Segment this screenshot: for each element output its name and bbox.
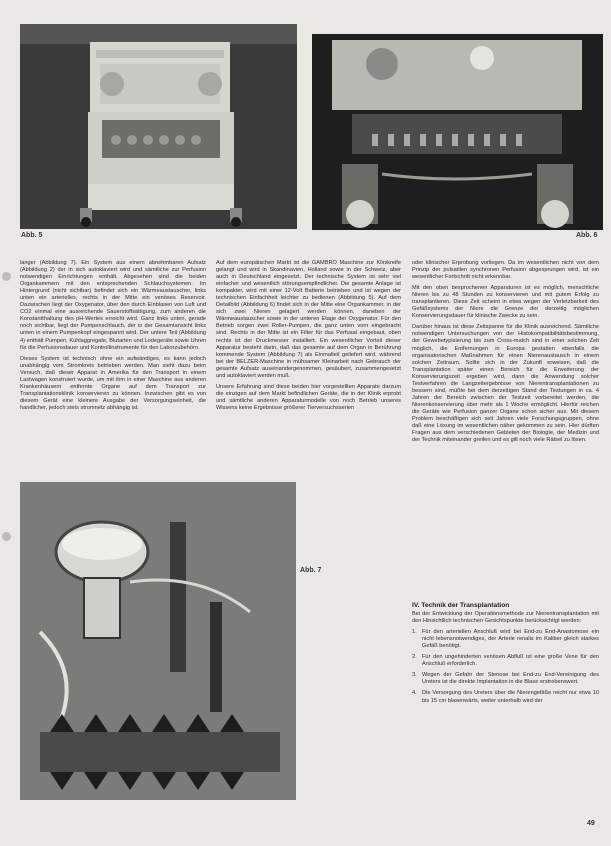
figure-7-caption: Abb. 7 [300,567,322,574]
paragraph: langer (Abbildung 7). Ein System aus einem abnehmbaren Aufsatz (Abbildung 2) der in sich autoklaviert wird und sämtliche zur Perfusion notwendigen Einrichtungen enthält. Abgesehen sind die beiden Organkammern mit den entsprechenden Schlauchsystemen. Im Hintergrund (nicht sichtbar) befindet sich ein Wärmeaustauscher, links unten ein arterielles, rechts in der Mitte ein venöses Reservoir. Dazwischen liegt der Oxygenator, über den durch Einblasen von Luft und CO2 einmal eine ausreichende Sauerstoffsättigung, zum anderen die Konstantthaltung des pH-Wertes erreicht wird. Ganz links unten, gerade noch sichtbar, liegt der Pumpenschlauch, der in der Gesamtansicht links unten in einem Pumpenkopf eingespannt wird. Der untere Teil (Abbildung 4) enthält Pumpen, Kühlaggregate, Blutarten und Lodegeräte sowie Uhren für die Perfusionsdauer und Kontrollinstrumente für den Laborzubehörn. [20,260,206,351]
section-intro: Bei der Entwicklung der Operationsmethode zur Nierentransplantation mit den Hinsichtlich technischen Gesichtspunkte berücksichtigt werden: [412,611,599,625]
paragraph: Mit den oben besprochenen Apparaturen ist es möglich, menschliche Nieren bis zu 48 Stunden zu konservieren und mit gutem Erfolg zu transplantieren. Diese Zeit scheint in etwa wegen der Verletzbarkeit des Gefäßsystems der Niere die Grenze der derzeitig möglichen Konservierungsdauer für klinische Zwecke zu sein. [412,285,599,320]
punch-hole-icon [2,272,11,281]
paragraph: Unsere Erfahrung sind diese beiden hier vorgestellten Apparate darzum die einzigen auf dem Markt befindlichen Geräte, die in der Klinik erprobt und sämtliche anderen Apparaturmodelle von noch Betrieb unseres Wissens keine Ergebnisse größerer Tierversuchsserien [216,383,401,411]
punch-hole-icon [2,532,11,541]
tubing-set-image [20,482,296,800]
apparatus-detail-image [312,34,603,230]
list-item: 1. Für den arteriellen Anschluß wird bei End-zu End-Anastomose ein nicht lebensnotwendiges, der Arterie renalis im Kaliber gleich starkes Gefäß benötigt. [412,629,599,650]
paragraph: Dieses System ist technisch ohne ein aufwändiges, es kann jedoch unabhängig vom Stromkreis betrieben werden. Man sieht dazu beim Versuch, daß dieser Apparat in Amerika für den Transport in einem Lastwagen konstruiert wurde, um mit ihm in einer Maschine aus anderen Krankenhäusern entfernte Organe auf dem Transport zur Transplantationsklinik konservieren zu können. Inzwischen gibt es von diesem Gerät eine kleinere Ausgabe der Versorgungseinheit, die handlicher, jedoch stets stromnetz abhängig ist. [20,355,206,411]
paragraph: Auf dem europäischen Markt ist die GAMBRO Maschine zur Klinikreife gelangt und wird in Skandinavien, Holland sowie in der Schweiz, aber auch in Deutschland eingesetzt. Der technische System ist sehr viel einfacher und wesentlich störungsempfindlicher. Die gesamte Anlage ist kompakter, wird mit einer 12-Volt Batterie betrieben und ist wegen der technischen Einfachheit leichter zu bedienen (Abbildung 5). Auf dem Detailbild (Abbildung 6) findet sich in der Mitte eine Organkammer, in der sich zwei Nieren gelagert werden können, daneben der Wärmeaustauscher sowie in der unteren Etage der Oxygenator. Für den Betrieb sorgen zwei Roller-Pumpen, die ganz unten vorn eingebracht sind. Rechts in der Mitte ist ein Filter für das Perfusat eingebaut, oben rechts ist der Druckmesser installiert. Ein wesentlicher Vorteil dieser Apparatur besteht darin, daß das gesamte auf dem Organ in Berührung kommende System (Abbildung 7) als Einmalteil geliefert wird, während bei der BELZER-Maschine in mühsamer Kleinarbeit nach Gebrauch der gesamte Aufsatz auseinandergenommen, gesäubert, zusammengesetzt und autoklaviert werden muß. [216,260,401,379]
paragraph: Darüber hinaus ist diese Zeitspanne für die Klinik ausreichend. Sämtliche notwendigen Untersuchungen von der Histokompatibilitätsbestimmung, der Gewebetypisierung bis zum Cross-match sind in einer solchen Zeit möglich, die Entfernungen in Europa gestatten ebenfalls die organisatorischen Maßnahmen für einen Nierenaustausch in einem solchen Zeitraum. Sollte sich in der Zukunft erweisen, daß die Transplantation später einen Bereich für die Erweiterung der Konservierungszeit ergeben wird, dann die Anwendung solcher Testverfahren die Langzeitergebnisse von Nierentransplantationen zu bessern sind, müßte bei dem derzeitigen Stand der Testungen in ca. 4 Jahren der Bereich zwischen der Testzeit vorbereitet werden, die Nierenkonservierung über mehr als 1 Woche ermöglicht. Hierfür reichen die Geräte wie Perfusion ganzer Organe schon sicher aus. Mit diesem Problem beschäftigen sich seit Jahren viele Forschungsgruppen, ohne daß eine Lösung im wesentlichen näher gekommen zu sein. Hier dürften Fragen aus dem verschiedenen Gebieten der Biologie, der Medizin und der Technik miteinander greifen und es gilt noch viele Rätsel zu lösen. [412,324,599,444]
figure-6-caption: Abb. 6 [576,232,598,239]
figure-5-photo [20,24,297,229]
text-column-3 [412,260,599,596]
figure-7-photo [20,482,296,800]
figure-6-photo [312,34,603,230]
perfusion-machine-image [20,24,297,229]
paragraph: oder klinischer Erprobung vorliegen. Da im wesentlichen nicht von dem Prinzip der pulsatilen synchronen Perfusion abgesprungen wird, ist ein wesentlicher Fortschritt nicht erkennbar. [412,260,599,281]
list-item: 4. Die Versorgung des Ureters über die Nierengefäße reicht nur etwa 10 bis 15 cm blasenwärts, weiter unterhalb wird der [412,690,599,704]
figure-5-caption: Abb. 5 [21,232,43,239]
list-item: 2. Für den ungehinderten venösen Abfluß ist eine große Vene für den Anschluß erforderlich. [412,654,599,668]
section-heading: IV. Technik der Transplantation [412,602,510,609]
page-number: 49 [587,820,595,827]
numbered-list [412,629,599,704]
list-item: 3. Wegen der Gefahr der Stenose bei End-zu End-Vereinigung des Ureters ist die direkte Implantation in die Blase erstrebenswert. [412,672,599,686]
section-transplantation [412,600,599,800]
